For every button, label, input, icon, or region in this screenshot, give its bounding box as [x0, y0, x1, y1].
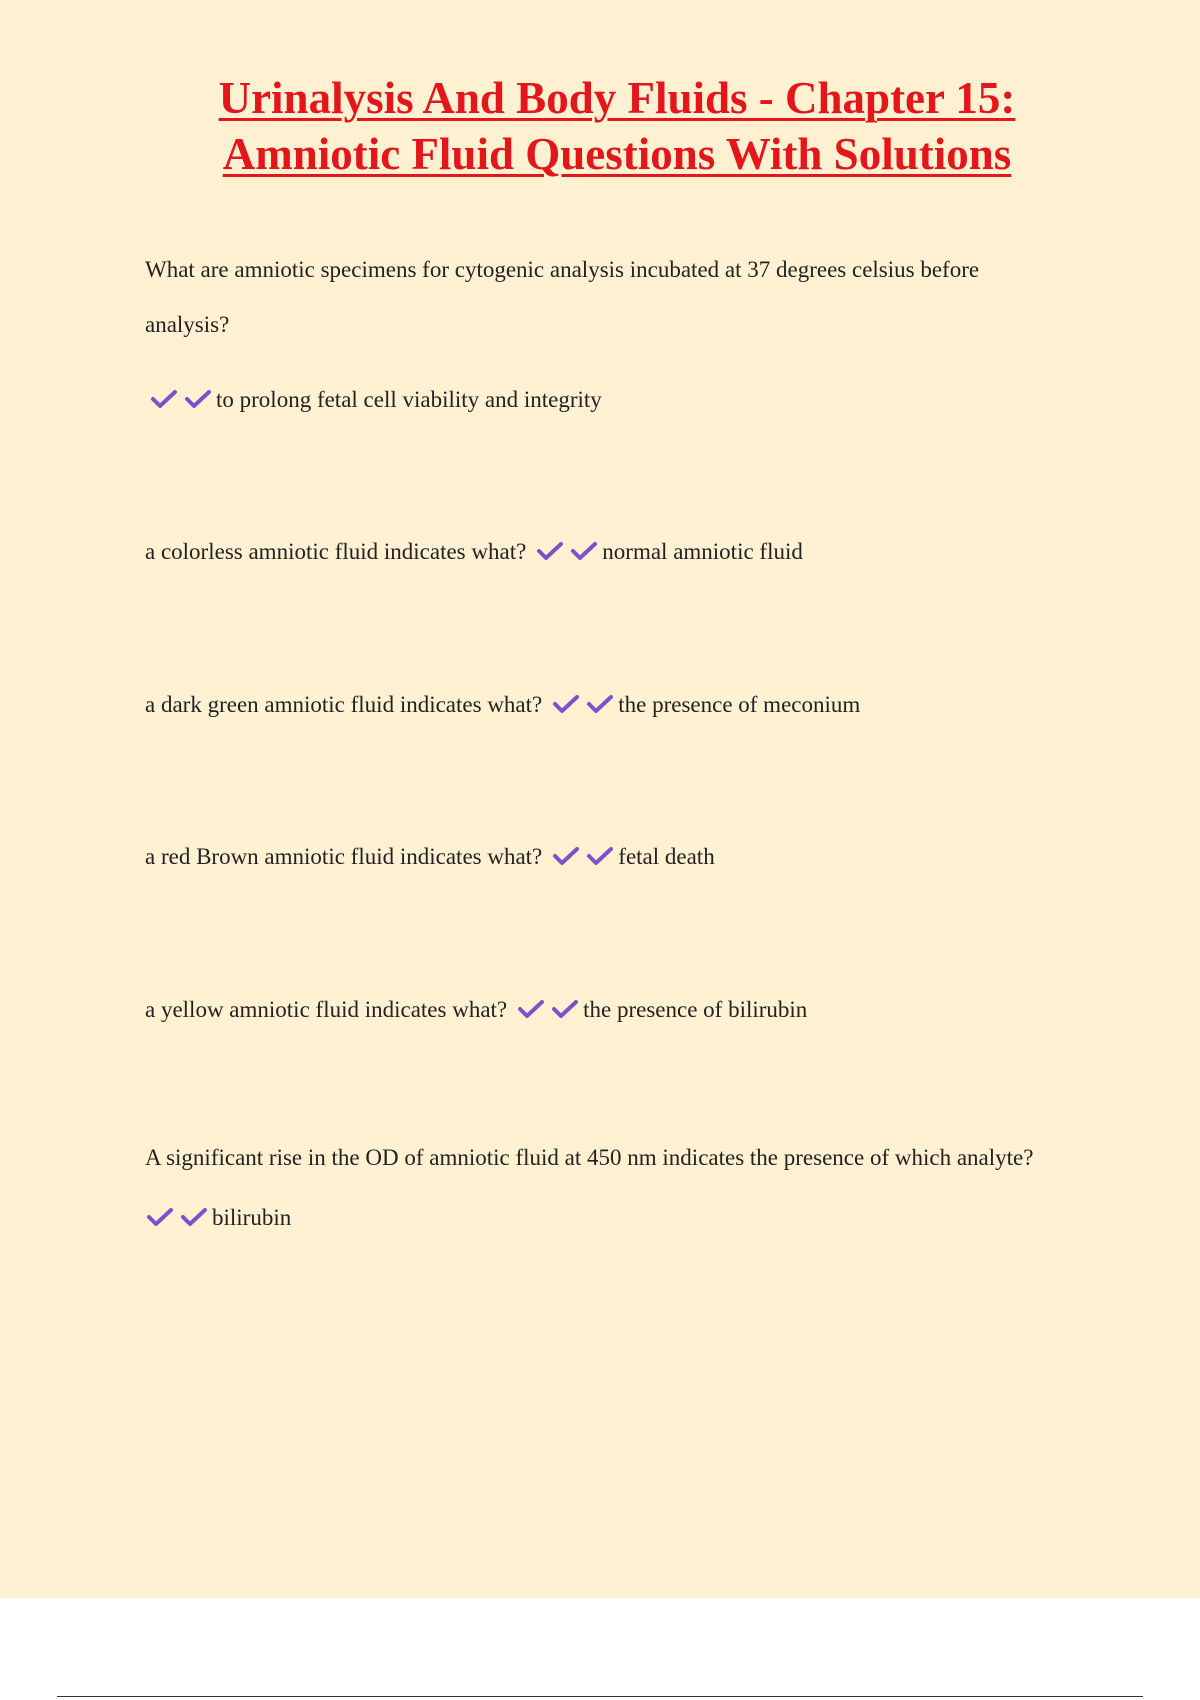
double-check-icon	[552, 845, 618, 873]
question-4-text: a red Brown amniotic fluid indicates what?	[145, 844, 543, 869]
question-2-text: a colorless amniotic fluid indicates what?	[145, 539, 527, 564]
question-6-text: A significant rise in the OD of amniotic fluid at 450 nm indicates the presence of which analyte?	[145, 1145, 1034, 1170]
answer-6	[146, 1205, 291, 1234]
title-line-1: Urinalysis And Body Fluids - Chapter 15:	[218, 73, 1016, 123]
qa-4	[145, 844, 715, 873]
question-3-text: a dark green amniotic fluid indicates what?	[145, 692, 543, 717]
answer-5-text: the presence of bilirubin	[583, 997, 808, 1022]
double-check-icon	[146, 1206, 212, 1234]
answer-1-text: to prolong fetal cell viability and integrity	[216, 387, 602, 412]
qa-2	[145, 539, 803, 568]
double-check-icon	[536, 540, 602, 568]
footer-divider	[57, 1696, 1143, 1697]
answer-6-text: bilirubin	[212, 1205, 292, 1230]
document-title	[0, 70, 1200, 182]
double-check-icon	[517, 998, 583, 1026]
title-line-2: Amniotic Fluid Questions With Solutions	[222, 129, 1012, 179]
double-check-icon	[150, 388, 216, 416]
answer-4-text: fetal death	[618, 844, 715, 869]
answer-1	[150, 387, 602, 416]
question-5-text: a yellow amniotic fluid indicates what?	[145, 997, 508, 1022]
double-check-icon	[552, 693, 618, 721]
question-1-line-1: What are amniotic specimens for cytogenic analysis incubated at 37 degrees celsius before	[145, 257, 980, 282]
answer-3-text: the presence of meconium	[618, 692, 861, 717]
qa-3	[145, 692, 860, 721]
answer-2-text: normal amniotic fluid	[602, 539, 803, 564]
question-1-line-2: analysis?	[145, 312, 230, 337]
qa-5	[145, 997, 807, 1026]
